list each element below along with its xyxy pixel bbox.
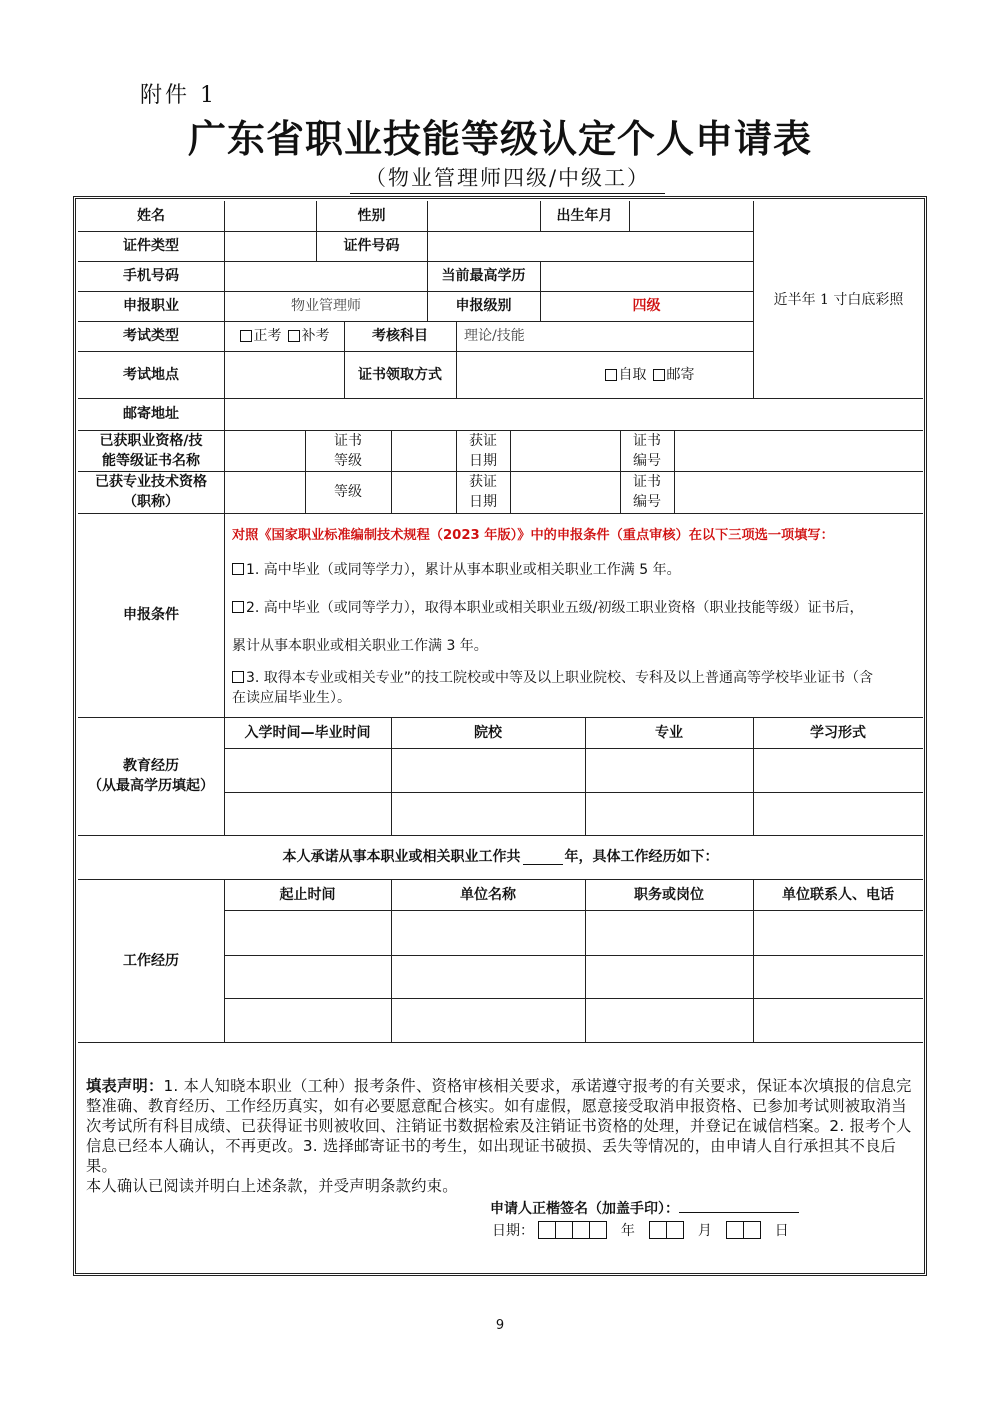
edu-row1-school-field[interactable] [392, 749, 585, 792]
education-level-field[interactable] [541, 262, 753, 291]
prof-obtain-date-label [456, 471, 510, 513]
work-row1-position-field[interactable] [586, 911, 753, 955]
prof-level-label: 等级 [334, 484, 362, 500]
month-digit-box-1[interactable] [649, 1221, 667, 1239]
work-row2-position-field[interactable] [586, 956, 753, 998]
cert-method-opt1: 自取 [618, 366, 647, 383]
edu-row2-major-field[interactable] [586, 793, 753, 835]
birth-label: 出生年月 [556, 208, 613, 224]
photo-placeholder[interactable]: 近半年 1 寸白底彩照 [773, 292, 904, 308]
exam-place-field[interactable] [225, 352, 344, 398]
phone-field[interactable] [225, 262, 427, 291]
work-row2-employer-field[interactable] [392, 956, 585, 998]
annex-label: 附件 1 [140, 83, 217, 108]
prof-cert-no-label-line1: 证书 [633, 474, 661, 490]
prof-level-field[interactable] [392, 472, 456, 513]
work-row2-contact-field[interactable] [754, 956, 923, 998]
work-row1-employer-field[interactable] [392, 911, 585, 955]
edu-row2-period-field[interactable] [225, 793, 391, 835]
qual-cert-label-line2: 能等级证书名称 [102, 452, 200, 469]
work-years-field[interactable] [523, 849, 563, 865]
cert-level-label-line2: 等级 [334, 452, 362, 469]
year-digit-box-4[interactable] [589, 1221, 607, 1239]
work-row3-position-field[interactable] [586, 999, 753, 1042]
checkbox-makeup-exam[interactable] [288, 330, 300, 342]
obtain-date-field[interactable] [511, 431, 620, 471]
id-type-field[interactable] [225, 232, 316, 261]
prof-obtain-date-label-line1: 获证 [469, 474, 497, 490]
cert-no-field[interactable] [675, 431, 923, 471]
gender-field[interactable] [428, 202, 540, 231]
checkbox-condition-3[interactable] [232, 671, 244, 683]
cert-method-label: 证书领取方式 [358, 366, 442, 383]
education-label-line2: （从最高学历填起） [88, 778, 214, 794]
year-digit-box-1[interactable] [538, 1221, 556, 1239]
edu-row2-mode-field[interactable] [754, 793, 923, 835]
conditions-intro: 对照《国家职业标准编制技术规程（2023 年版）》中的申报条件（重点审核）在以下三项选一项填写： [232, 528, 834, 543]
work-section-label: 工作经历 [123, 952, 179, 969]
cert-level-label [305, 430, 391, 471]
cert-level-label-line1: 证书 [334, 432, 362, 449]
signature-line [490, 1198, 799, 1218]
exam-type-options [225, 321, 344, 351]
date-line [492, 1220, 789, 1240]
condition-item-1-text: 1. 高中毕业（或同等学力），累计从事本职业或相关职业工作满 5 年。 [246, 562, 681, 578]
education-level-label: 当前最高学历 [441, 268, 526, 284]
edu-col-school: 院校 [474, 724, 502, 741]
edu-col-period: 入学时间—毕业时间 [244, 724, 371, 741]
cert-method-opt2: 邮寄 [666, 366, 695, 383]
level-value: 四级 [632, 298, 661, 314]
condition-item-3-cont: 在读应届毕业生）。 [232, 690, 351, 706]
name-field[interactable] [225, 202, 316, 231]
page-number: 9 [495, 1318, 505, 1333]
year-digit-box-2[interactable] [555, 1221, 573, 1239]
condition-item-2-text: 2. 高中毕业（或同等学力），取得本职业或相关职业五级/初级工职业资格（职业技能等级）证书后， [246, 600, 864, 616]
subject-label: 考核科目 [372, 328, 428, 344]
condition-item-1 [232, 560, 681, 580]
checkbox-mail[interactable] [653, 369, 665, 381]
edu-col-major: 专业 [655, 724, 683, 741]
qual-cert-name-field[interactable] [225, 431, 305, 471]
form-title: 广东省职业技能等级认定个人申请表 [187, 117, 812, 161]
work-row3-contact-field[interactable] [754, 999, 923, 1042]
work-row3-period-field[interactable] [225, 999, 391, 1042]
signature-field[interactable] [679, 1198, 799, 1213]
exam-place-label: 考试地点 [123, 366, 179, 383]
obtain-date-label [456, 430, 510, 471]
prof-cert-no-field[interactable] [675, 472, 923, 513]
exam-type-opt2: 补考 [301, 328, 330, 344]
edu-col-study-mode: 学习形式 [810, 724, 866, 741]
declaration-body: 1. 本人知晓本职业（工种）报考条件、资格审核相关要求，承诺遵守报考的有关要求，保证本次填报的信息完整准确、教育经历、工作经历真实，如有必要愿意配合核实。如有虚假，愿意接受取消申报资格、已参加考试则被取消当次考试所有科目成绩、已获得证书则被收回、注销证书数据检索及注销证书资格的处理，并登记在诚信档案。2. 报考个人信息已经本人确认，不再更改。3. 选择邮寄证书的考生，如出现证书破损、丢失等情况的，由申请人自行承担其不良后果。 [86, 1077, 912, 1175]
prof-cert-no-label [620, 471, 674, 513]
day-digit-box-2[interactable] [743, 1221, 761, 1239]
qual-cert-label-line1: 已获职业资格/技 [99, 432, 203, 449]
work-col-period: 起止时间 [279, 886, 336, 903]
checkbox-regular-exam[interactable] [240, 330, 252, 342]
prof-title-label [78, 471, 224, 513]
edu-row1-major-field[interactable] [586, 749, 753, 792]
cert-no-label-line2: 编号 [633, 452, 661, 469]
phone-label: 手机号码 [123, 268, 179, 284]
checkbox-condition-1[interactable] [232, 563, 244, 575]
mail-address-label: 邮寄地址 [123, 406, 179, 422]
day-digit-box-1[interactable] [726, 1221, 744, 1239]
prof-cert-no-label-line2: 编号 [633, 494, 661, 510]
cert-no-label [620, 430, 674, 471]
signature-label: 申请人正楷签名（加盖手印）： [490, 1201, 679, 1217]
id-type-label: 证件类型 [123, 238, 179, 254]
prof-title-label-line1: 已获专业技术资格 [95, 474, 207, 490]
date-label: 日期： [492, 1223, 534, 1239]
work-row3-employer-field[interactable] [392, 999, 585, 1042]
condition-item-2-cont: 累计从事本职业或相关职业工作满 3 年。 [232, 638, 488, 654]
cert-method-options [456, 351, 753, 398]
month-label: 月 [697, 1223, 712, 1239]
level-label: 申报级别 [455, 298, 512, 314]
form-subtitle: （物业管理师四级/中级工） [350, 162, 665, 194]
cert-level-field[interactable] [392, 431, 456, 471]
work-col-employer: 单位名称 [460, 886, 516, 903]
prof-title-label-line2: （职称） [123, 494, 179, 510]
prof-obtain-date-field[interactable] [511, 472, 620, 513]
gender-label: 性别 [357, 208, 386, 224]
prof-obtain-date-label-line2: 日期 [469, 494, 497, 510]
work-row1-contact-field[interactable] [754, 911, 923, 955]
exam-type-label: 考试类型 [123, 328, 179, 344]
checkbox-self-pickup[interactable] [605, 369, 617, 381]
edu-row1-mode-field[interactable] [754, 749, 923, 792]
obtain-date-label-line1: 获证 [469, 432, 497, 449]
name-label: 姓名 [137, 208, 165, 224]
id-number-field[interactable] [428, 232, 753, 261]
work-promise-suffix: 年，具体工作经历如下： [564, 849, 719, 865]
subject-value: 理论/技能 [464, 328, 525, 344]
year-label: 年 [620, 1223, 635, 1239]
id-number-label: 证件号码 [343, 238, 400, 254]
day-label: 日 [774, 1223, 789, 1239]
condition-item-3 [232, 668, 873, 688]
year-digit-box-3[interactable] [572, 1221, 590, 1239]
declaration-confirm: 本人确认已阅读并明白上述条款，并受声明条款约束。 [86, 1177, 458, 1195]
obtain-date-label-line2: 日期 [469, 452, 497, 469]
checkbox-condition-2[interactable] [232, 601, 244, 613]
declaration [86, 1076, 914, 1196]
work-row1-period-field[interactable] [225, 911, 391, 955]
cert-no-label-line1: 证书 [633, 432, 661, 449]
work-row2-period-field[interactable] [225, 956, 391, 998]
edu-row2-school-field[interactable] [392, 793, 585, 835]
qual-cert-label [78, 430, 224, 471]
work-promise [78, 835, 923, 879]
edu-row1-period-field[interactable] [225, 749, 391, 792]
work-col-position: 职务或岗位 [634, 886, 704, 903]
occupation-label: 申报职业 [123, 298, 179, 314]
work-promise-prefix: 本人承诺从事本职业或相关职业工作共 [282, 849, 521, 865]
declaration-heading: 填表声明： [86, 1077, 164, 1095]
exam-type-opt1: 正考 [253, 328, 282, 344]
education-section-label [78, 717, 224, 835]
condition-item-3-text: 3. 取得本专业或相关专业”的技工院校或中等及以上职业院校、专科及以上普通高等学校毕业证书（含 [246, 670, 874, 686]
education-label-line1: 教育经历 [123, 758, 179, 774]
conditions-label: 申报条件 [123, 607, 179, 623]
birth-field[interactable] [630, 202, 753, 231]
occupation-value: 物业管理师 [291, 298, 361, 314]
month-digit-box-2[interactable] [666, 1221, 684, 1239]
condition-item-2 [232, 598, 864, 618]
mail-address-field[interactable] [225, 399, 923, 430]
work-col-contact: 单位联系人、电话 [782, 886, 894, 903]
prof-title-name-field[interactable] [225, 472, 305, 513]
